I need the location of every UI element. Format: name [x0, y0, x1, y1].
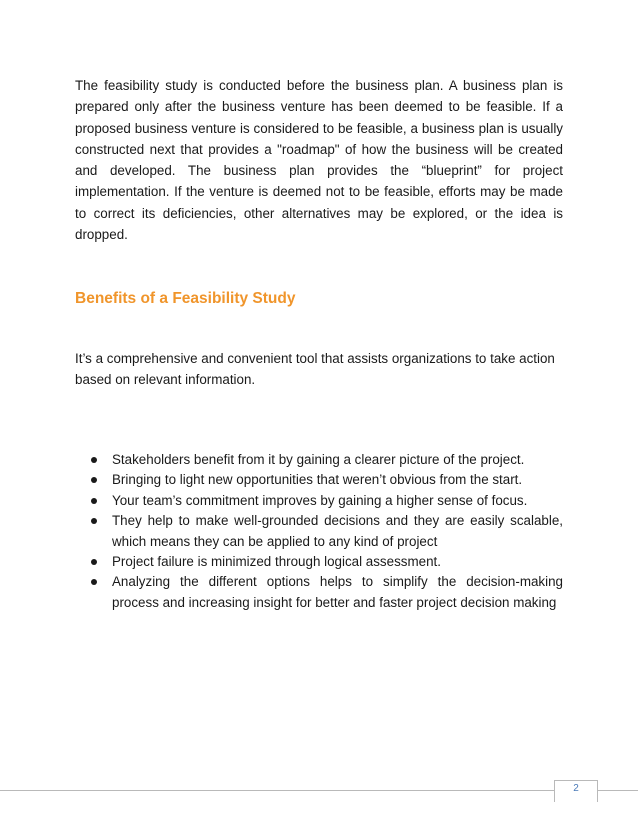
- bullet-icon: [91, 518, 97, 524]
- list-item: [90, 511, 563, 552]
- bullet-icon: [91, 477, 97, 483]
- benefits-list: [90, 450, 563, 613]
- list-item-text: Your team’s commitment improves by gaining a higher sense of focus.: [112, 492, 528, 508]
- page-number: 2: [573, 783, 579, 794]
- footer-rule: [0, 790, 554, 791]
- bullet-icon: [91, 579, 97, 585]
- list-item-text: Bringing to light new opportunities that weren’t obvious from the start.: [112, 472, 523, 488]
- list-item: [90, 470, 563, 490]
- section-heading: Benefits of a Feasibility Study: [75, 290, 296, 307]
- summary-paragraph: It’s a comprehensive and convenient tool that assists organizations to take action based on relevant information.: [75, 351, 555, 388]
- list-item-text: Stakeholders benefit from it by gaining a clearer picture of the project.: [112, 452, 525, 467]
- list-item-text: They help to make well-grounded decisions and they are easily scalable, which means they can be applied to any kind of project: [112, 513, 563, 549]
- list-item-text: Project failure is minimized through logical assessment.: [112, 554, 441, 570]
- intro-paragraph: The feasibility study is conducted before the business plan. A business plan is prepared only after the business venture has been deemed to be feasible. If a proposed business venture is considered to be feasible, a business plan is usually constructed next that provides a "roadmap" of how the business will be created and developed. The business plan provides the “blueprint” for project implementation. If the venture is deemed not to be feasible, efforts may be made to correct its deficiencies, other alternatives may be explored, or the idea is dropped.: [75, 78, 563, 243]
- bullet-icon: [91, 498, 97, 504]
- list-item: [90, 491, 563, 511]
- footer-rule-right: [597, 790, 638, 791]
- bullet-icon: [91, 559, 97, 565]
- list-item-text: Analyzing the different options helps to simplify the decision-making process and increasing insight for better and faster project decision making: [112, 574, 563, 610]
- list-item: [90, 552, 563, 572]
- list-item: [90, 572, 563, 613]
- list-item: [90, 450, 563, 470]
- bullet-icon: [91, 457, 97, 463]
